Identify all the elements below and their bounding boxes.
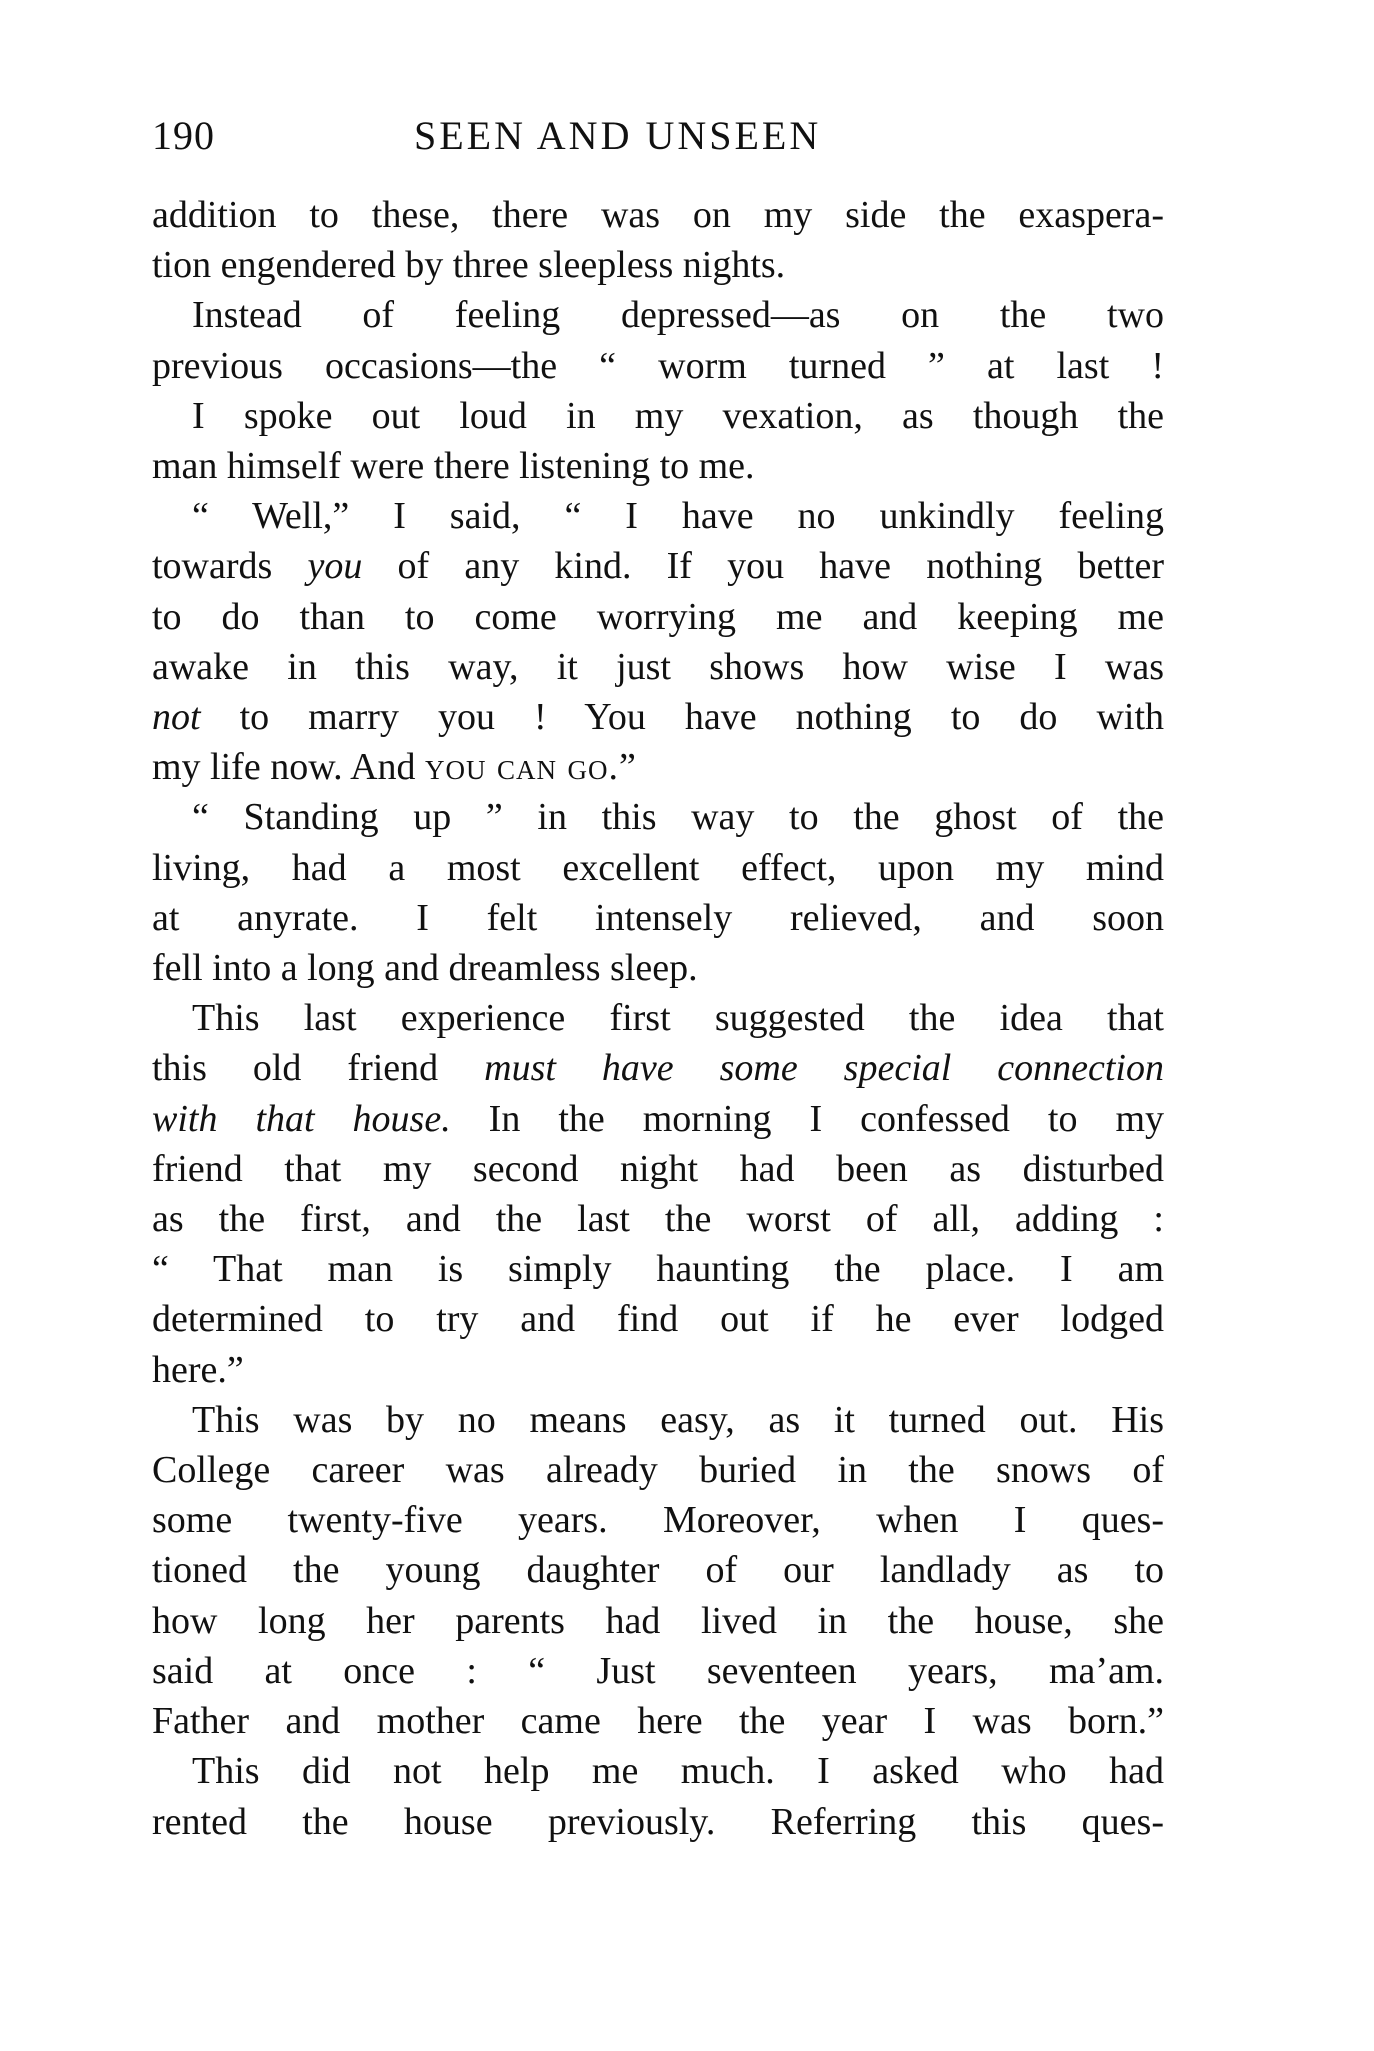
text-line: “ Standing up ” in this way to the ghost of the [192, 796, 1164, 839]
text-line: towards [152, 545, 308, 588]
small-caps-text: you can go. [425, 746, 620, 789]
text-line: “ That man is simply haunting the place. I am [152, 1248, 1164, 1291]
text-line: said at once : “ Just seventeen years, ma’am. [152, 1649, 1164, 1692]
paragraph [152, 491, 1164, 541]
paragraph [152, 1445, 1164, 1495]
page-number: 190 [152, 113, 215, 158]
text-line: addition to these, there was on my side the exaspera- [152, 194, 1164, 236]
italic-text: you [307, 545, 363, 588]
text-line: determined to try and find out if he ever lodged [152, 1298, 1164, 1341]
paragraph [152, 1596, 1164, 1646]
paragraph [152, 792, 1164, 842]
text-line: to do than to come worrying me and keeping me [152, 595, 1164, 638]
text-line: tioned the young daughter of our landlady as to [152, 1549, 1164, 1592]
text-line: here.” [152, 1348, 244, 1391]
body-text [152, 190, 1164, 1847]
running-head: SEEN AND UNSEEN [414, 113, 822, 158]
paragraph [152, 1395, 1164, 1445]
paragraph [152, 1294, 1164, 1344]
italic-text: not [152, 696, 201, 739]
paragraph [152, 190, 1164, 240]
paragraph [152, 943, 1164, 993]
text-line: previous occasions—the “ worm turned ” at last ! [152, 344, 1164, 387]
text-line: This last experience first suggested the idea that [192, 997, 1164, 1040]
italic-text: with that house. [152, 1097, 451, 1140]
page-header [152, 112, 1162, 172]
text-line: rented the house previously. Referring this ques- [152, 1800, 1164, 1843]
paragraph [152, 1797, 1164, 1847]
text-line: tion engendered by three sleepless nights. [152, 244, 786, 287]
text-line: awake in this way, it just shows how wise I was [152, 645, 1164, 688]
text-line: man himself were there listening to me. [152, 445, 755, 488]
text-line: I spoke out loud in my vexation, as though the [192, 394, 1164, 437]
text-line: as the first, and the last the worst of all, adding : [152, 1198, 1164, 1241]
text-line: this old friend [152, 1047, 485, 1090]
paragraph [152, 1646, 1164, 1696]
text-line: at anyrate. I felt intensely relieved, and soon [152, 896, 1164, 939]
paragraph [152, 1495, 1164, 1545]
paragraph [152, 742, 1164, 792]
paragraph [152, 441, 1164, 491]
paragraph [152, 391, 1164, 441]
paragraph [152, 1545, 1164, 1595]
paragraph [152, 1244, 1164, 1294]
paragraph [152, 1345, 1164, 1395]
text-line: This did not help me much. I asked who had [192, 1750, 1164, 1793]
text-line: In the morning I confessed to my [450, 1097, 1165, 1140]
paragraph [152, 592, 1164, 642]
text-line: of any kind. If you have nothing better [362, 545, 1164, 588]
text-line: some twenty-five years. Moreover, when I ques- [152, 1499, 1164, 1542]
paragraph [152, 993, 1164, 1043]
text-line: Instead of feeling depressed—as on the two [192, 294, 1164, 337]
paragraph [152, 692, 1164, 742]
paragraph [152, 843, 1164, 893]
text-line: ” [619, 746, 636, 789]
paragraph [152, 1144, 1164, 1194]
text-line: This was by no means easy, as it turned out. His [192, 1398, 1164, 1441]
italic-text: must have some special connection [484, 1047, 1164, 1090]
paragraph [152, 290, 1164, 340]
text-line: how long her parents had lived in the house, she [152, 1599, 1164, 1642]
paragraph [152, 1094, 1164, 1144]
text-line: Father and mother came here the year I was born.” [152, 1700, 1164, 1743]
paragraph [152, 1696, 1164, 1746]
paragraph [152, 893, 1164, 943]
paragraph [152, 541, 1164, 591]
paragraph [152, 341, 1164, 391]
text-line: College career was already buried in the snows of [152, 1449, 1164, 1492]
text-line: friend that my second night had been as disturbed [152, 1147, 1164, 1190]
text-line: fell into a long and dreamless sleep. [152, 947, 698, 990]
paragraph [152, 240, 1164, 290]
paragraph [152, 1194, 1164, 1244]
text-line: living, had a most excellent effect, upon my mind [152, 846, 1164, 889]
text-line: my life now. And [152, 746, 426, 789]
paragraph [152, 642, 1164, 692]
paragraph [152, 1746, 1164, 1796]
paragraph [152, 1043, 1164, 1093]
text-line: to marry you ! You have nothing to do with [200, 696, 1164, 739]
text-line: “ Well,” I said, “ I have no unkindly feeling [192, 495, 1164, 538]
